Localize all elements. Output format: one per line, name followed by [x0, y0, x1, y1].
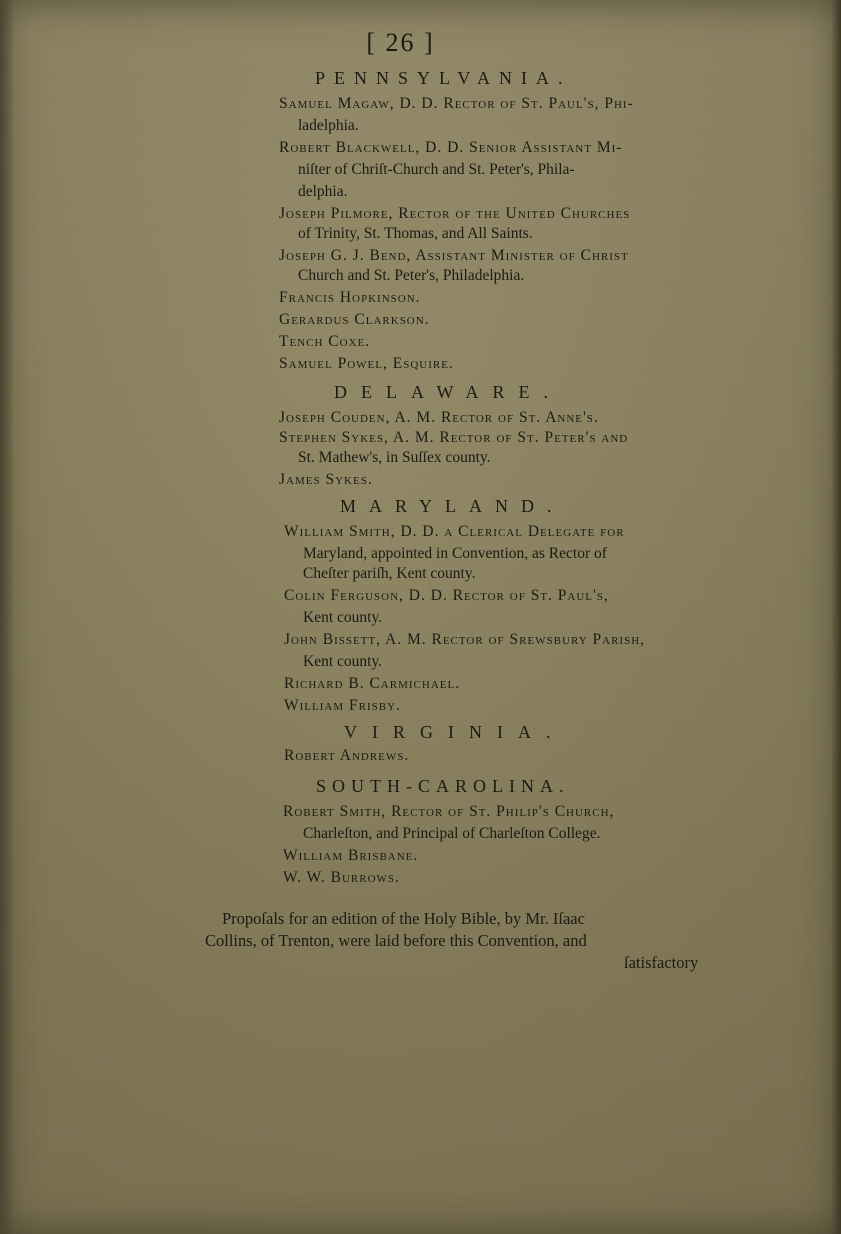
entry-line: St. Mathew's, in Suſſex county. [298, 449, 491, 466]
heading-south-carolina: SOUTH-CAROLINA. [316, 776, 570, 796]
entry-line: Maryland, appointed in Convention, as Rector of [303, 545, 607, 562]
page-number: [ 26 ] [366, 28, 435, 57]
heading-virginia: VIRGINIA. [344, 722, 566, 742]
page-right-edge [831, 0, 841, 1234]
entry-line: Kent county. [303, 653, 383, 670]
paragraph-line: Collins, of Trenton, were laid before this Convention, and [205, 931, 587, 950]
entry-line: niſter of Chriſt-Church and St. Peter's, Phila- [298, 161, 575, 178]
entry-line: Joseph Couden, A. M. Rector of St. Anne's. [279, 409, 599, 426]
entry-line: of Trinity, St. Thomas, and All Saints. [298, 225, 533, 242]
paragraph-line: ſatisfactory [624, 953, 699, 972]
entry-line: Cheſter pariſh, Kent county. [303, 565, 476, 582]
heading-delaware: DELAWARE. [334, 382, 563, 402]
entry-line: Kent county. [303, 609, 383, 626]
entry-line: John Bissett, A. M. Rector of Srewſbury Pariſh, [284, 631, 646, 648]
page-left-edge [0, 0, 14, 1234]
entry-line: Samuel Powel, Eſquire. [279, 355, 454, 372]
entry-line: Church and St. Peter's, Philadelphia. [298, 267, 525, 284]
entry-line: James Sykes. [279, 471, 373, 488]
heading-pennsylvania: PENNSYLVANIA. [315, 68, 572, 88]
entry-line: Stephen Sykes, A. M. Rector of St. Peter's and [279, 429, 629, 446]
entry-line: Samuel Magaw, D. D. Rector of St. Paul's, Phi- [279, 95, 634, 112]
entry-line: Francis Hopkinson. [279, 289, 421, 306]
entry-line: Colin Ferguson, D. D. Rector of St. Paul's, [284, 587, 609, 604]
entry-line: Joseph Pilmore, Rector of the United Churches [279, 205, 631, 222]
entry-line: Richard B. Carmichael. [284, 675, 461, 692]
entry-line: William Frisby. [284, 697, 401, 714]
heading-maryland: MARYLAND. [340, 496, 565, 516]
entry-line: ladelphia. [298, 117, 359, 134]
entry-line: William Smith, D. D. a Clerical Delegate for [284, 523, 625, 540]
entry-line: Robert Andrews. [284, 747, 410, 764]
entry-line: delphia. [298, 183, 348, 200]
entry-line: Tench Coxe. [279, 333, 371, 350]
entry-line: William Brisbane. [283, 847, 419, 864]
paragraph-line: Propoſals for an edition of the Holy Bible, by Mr. Iſaac [222, 909, 585, 928]
entry-line: Robert Smith, Rector of St. Philip's Church, [283, 803, 615, 820]
entry-line: Gerardus Clarkson. [279, 311, 430, 328]
entry-line: W. W. Burrows. [283, 869, 400, 886]
entry-line: Charleſton, and Principal of Charleſton College. [303, 825, 601, 842]
entry-line: Joseph G. J. Bend, Aſſiſtant Miniſter of Chriſt [279, 247, 629, 264]
entry-line: Robert Blackwell, D. D. Senior Aſſiſtant Mi- [279, 139, 623, 156]
